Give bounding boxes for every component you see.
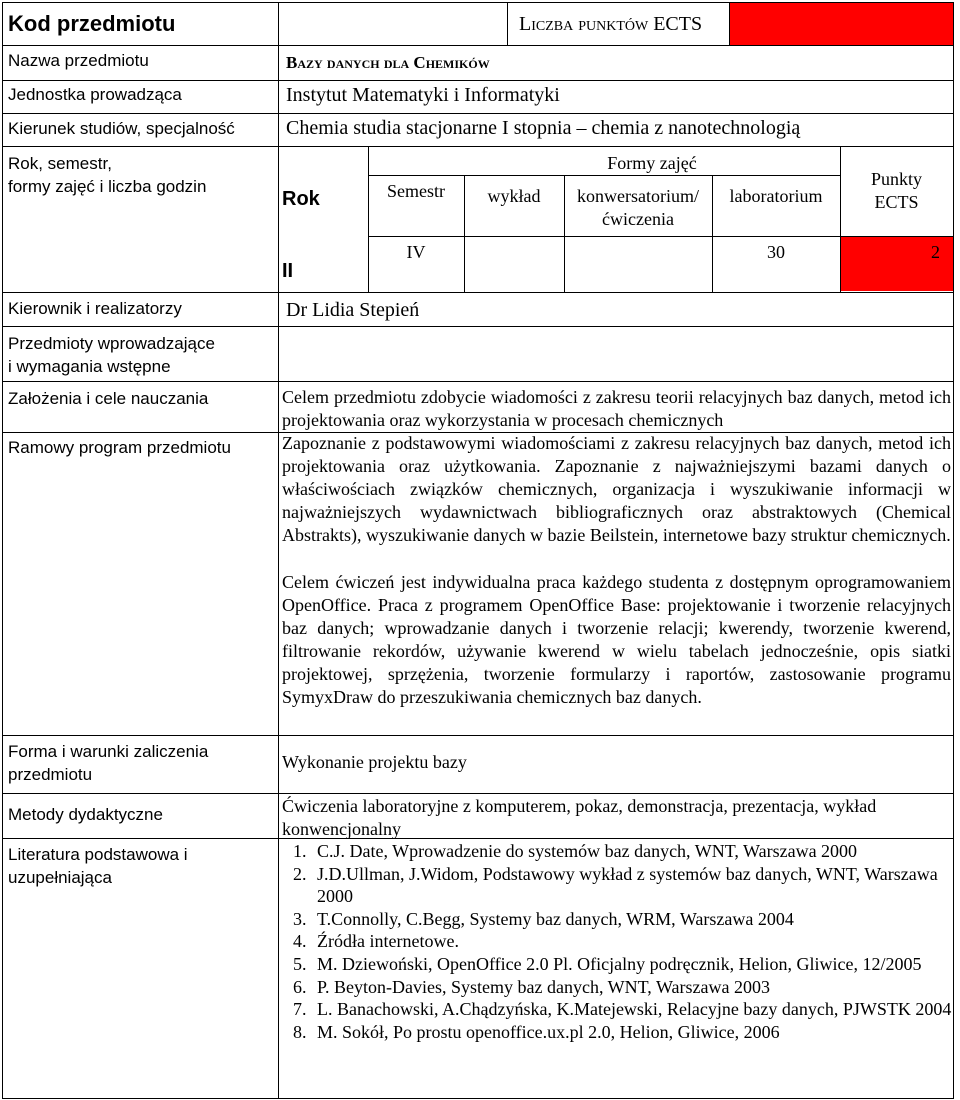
label-wprowadzajace-line1: Przedmioty wprowadzające [8,334,215,353]
literature-item: 4. Źródła internetowe. [311,930,960,953]
goals-value: Celem przedmiotu zdobycie wiadomości z zakresu teorii relacyjnych baz danych, metod ich projektowania oraz wykorzystania w procesach chemicznych [282,387,951,430]
label-literatura-line1: Literatura podstawowa i [8,845,188,864]
literature-item: 6. P. Beyton-Davies, Systemy baz danych, WNT, Warszawa 2003 [311,976,960,999]
unit-value: Instytut Matematyki i Informatyki [286,84,560,106]
label-metody: Metody dydaktyczne [8,805,163,824]
schedule-punkty-header-line1: Punkty [870,169,922,189]
label-kierunek: Kierunek studiów, specjalność [8,119,235,138]
label-ramowy: Ramowy program przedmiotu [8,438,231,457]
course-name: Bazy danych dla Chemików [286,53,490,72]
label-zalozenia: Założenia i cele nauczania [8,389,209,408]
schedule-semestr-value: IV [406,242,426,262]
schedule-rok-header: Rok [282,188,320,210]
schedule-lab-hours: 30 [767,242,785,262]
label-rok-line1: Rok, semestr, [8,154,112,173]
study-field-value: Chemia studia stacjonarne I stopnia – chemia z nanotechnologią [286,117,801,139]
literature-item: 2. J.D.Ullman, J.Widom, Podstawowy wykład z systemów baz danych, WNT, Warszawa 2000 [311,863,960,908]
ects-points-label: Liczba punktów ECTS [519,13,703,35]
label-forma-line2: przedmiotu [8,765,93,784]
schedule-lab-header: laboratorium [729,186,823,206]
literature-item: 7. L. Banachowski, A.Chądzyńska, K.Matejewski, Relacyjne bazy danych, PJWSTK 2004 [311,998,960,1021]
schedule-rok-value: II [282,260,294,282]
literature-item: 5. M. Dziewoński, OpenOffice 2.0 Pl. Oficjalny podręcznik, Helion, Gliwice, 12/2005 [311,953,960,976]
literature-item: 1. C.J. Date, Wprowadzenie do systemów baz danych, WNT, Warszawa 2000 [311,840,960,863]
schedule-punkty-header-line2: ECTS [874,192,919,212]
label-literatura-line2: uzupełniająca [8,868,112,887]
label-forma-line1: Forma i warunki zaliczenia [8,742,209,761]
ects-header-fill [729,3,953,45]
literature-item: 3. T.Connolly, C.Begg, Systemy baz danych, WRM, Warszawa 2004 [311,908,960,931]
assessment-value: Wykonanie projektu bazy [282,752,467,772]
program-paragraph-1: Zapoznanie z podstawowymi wiadomościami z zakresu relacyjnych baz danych, metod ich projektowania oraz użytkowania. Zapoznanie z najważniejszymi bazami danych o właściwościach związków chemicznych, organizacja i wyszukiwanie informacji w najważniejszych wydawnictwach bibliograficznych oraz abstraktowych (Chemical Abstrakts), wyszukiwanie danych w bazie Beilstein, internetowe bazy struktur chemicznych. [282,433,951,545]
lecturer-value: Dr Lidia Stepień [286,299,420,321]
schedule-formy-header: Formy zajęć [607,153,697,173]
schedule-wyklad-header: wykład [487,186,541,206]
methods-value: Ćwiczenia laboratoryjne z komputerem, pokaz, demonstracja, prezentacja, wykład konwencjonalny [282,796,877,839]
course-code-title: Kod przedmiotu [8,11,176,36]
schedule-ects-value: 2 [931,242,940,262]
label-nazwa: Nazwa przedmiotu [8,51,149,70]
schedule-konw-header-line1: konwersatorium/ [577,186,699,206]
label-jednostka: Jednostka prowadząca [8,85,182,104]
label-rok-line2: formy zajęć i liczba godzin [8,177,207,196]
program-paragraph-2: Celem ćwiczeń jest indywidualna praca każdego studenta z dostępnym oprogramowaniem OpenOffice. Praca z programem OpenOffice Base: projektowanie i tworzenie relacyjnych baz danych; wprowadzanie danych i tworzenie relacji; kwerendy, tworzenie kwerend, filtrowanie rekordów, używanie kwerend w wielu tabelach jednocześnie, opis siatki projektowej, sprzężenia, tworzenie formularzy i raportów, zastosowanie programu SymyxDraw do przeszukiwania chemicznych baz danych. [282,572,951,707]
schedule-semestr-header: Semestr [387,181,445,201]
literature-list [281,840,960,1043]
label-kierownik: Kierownik i realizatorzy [8,299,182,318]
literature-item: 8. M. Sokół, Po prostu openoffice.ux.pl 2.0, Helion, Gliwice, 2006 [311,1021,960,1044]
label-wprowadzajace-line2: i wymagania wstępne [8,357,171,376]
schedule-konw-header-line2: ćwiczenia [602,209,674,229]
